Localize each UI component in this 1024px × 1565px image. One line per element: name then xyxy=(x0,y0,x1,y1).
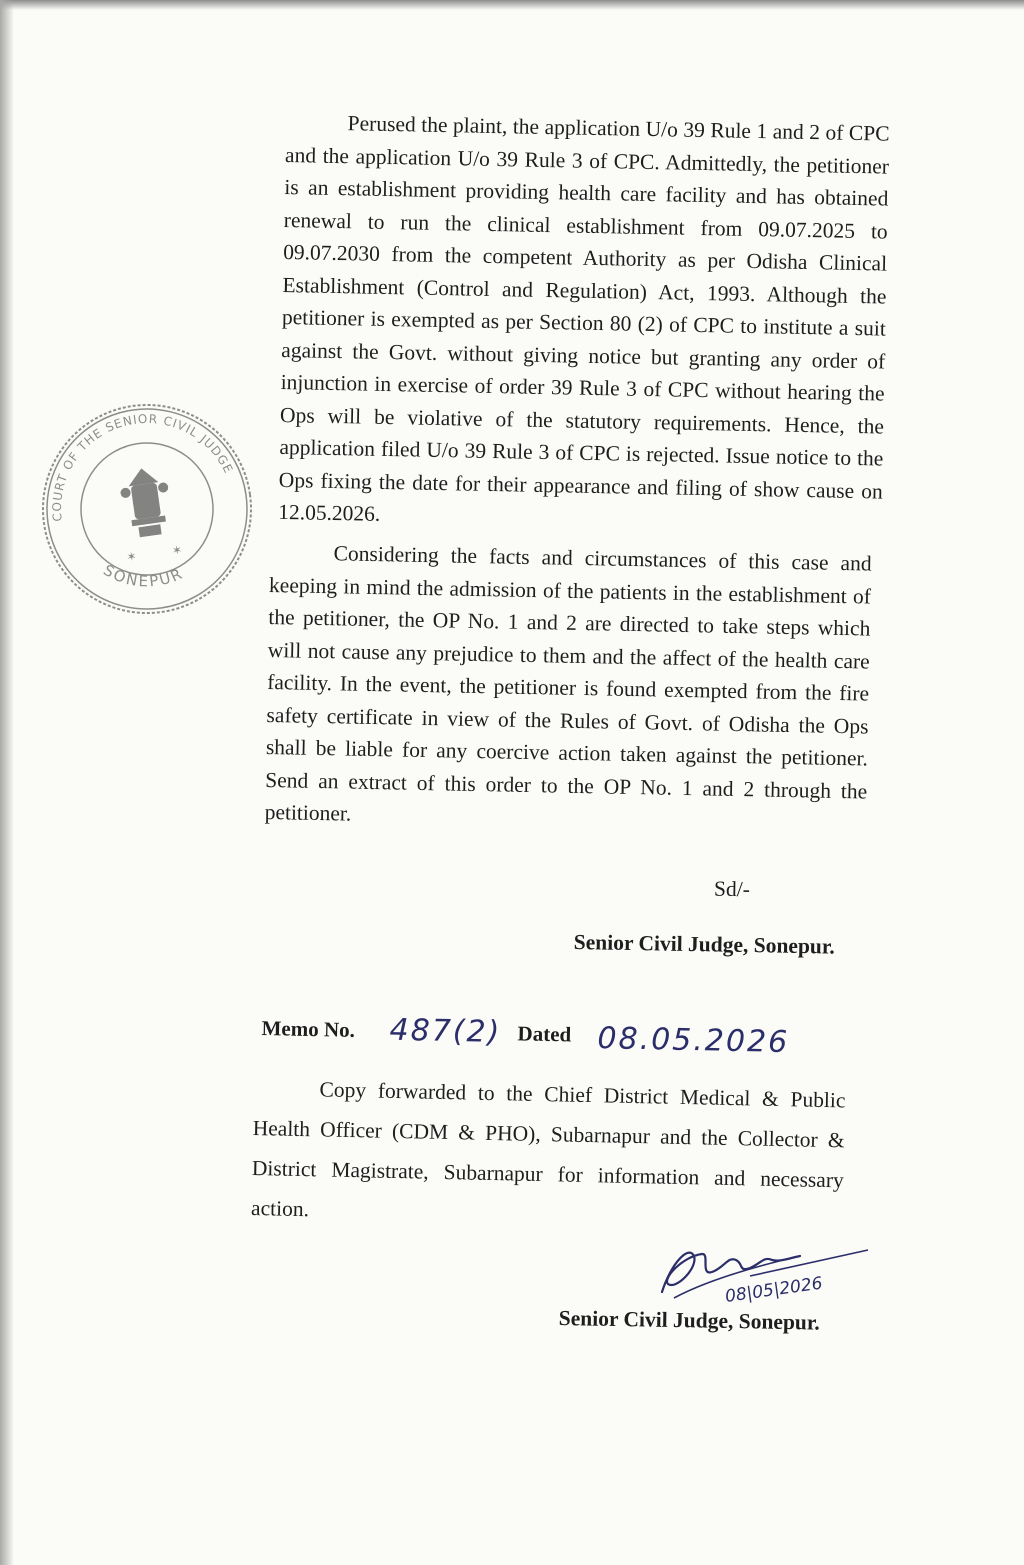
order-paragraph-2: Considering the facts and circumstances of this case and keeping in mind the admission of the patients in the establishment of the petitioner, the OP No. 1 and 2 are directed to take steps which will not cause any prejudice to them and the affect of the health care facility. In the event, the petitioner is found exempted from the fire safety certificate in view of the Rules of Govt. of Odisha the Ops shall be liable for any coercive action taken against the petitioner. Send an extract of this order to the OP No. 1 and 2 through the petitioner. xyxy=(264,541,872,826)
svg-text:✶: ✶ xyxy=(171,542,184,558)
emblem-icon xyxy=(118,465,175,539)
judge-designation-order: Senior Civil Judge, Sonepur. xyxy=(573,930,836,959)
memo-date-handwritten: 08.05.2026 xyxy=(597,1021,790,1061)
page-left-edge xyxy=(0,0,14,1565)
page-top-shadow xyxy=(0,0,1024,10)
judge-designation-memo: Senior Civil Judge, Sonepur. xyxy=(558,1306,821,1335)
memo-number-handwritten: 487(2) xyxy=(389,1012,502,1051)
svg-text:✶: ✶ xyxy=(125,548,138,565)
memo-label: Memo No. xyxy=(261,1015,356,1042)
signed-mark: Sd/- xyxy=(713,876,751,902)
stamp-bottom-text: SONEPUR xyxy=(100,560,187,591)
stamp-ring-text: COURT OF THE SENIOR CIVIL JUDGE xyxy=(49,411,236,523)
dated-label: Dated xyxy=(517,1021,572,1047)
copy-forwarded-paragraph: Copy forwarded to the Chief District Medical & Public Health Officer (CDM & PHO), Subarnapur and the Collector & District Magistrate, Subarnapur for information and necessary action. xyxy=(250,1077,846,1222)
signature-date-handwritten: 08|05|2026 xyxy=(723,1273,824,1307)
memo-line xyxy=(261,1010,822,1078)
order-paragraph-1: Perused the plaint, the application U/o 39 Rule 1 and 2 of CPC and the application U/o 39 Rule 3 of CPC. Admittedly, the petitioner is an establishment providing health care facility and has obtained renewal to run the clinical establishment from 09.07.2025 to 09.07.2030 from the competent Authority as per Odisha Clinical Establishment (Control and Regulation) Act, 1993. Although the petitioner is exempted as per Section 80 (2) of CPC to institute a suit against the Govt. without giving notice but granting any order of injunction in exercise of order 39 Rule 3 of CPC without hearing the Ops will be violative of the statutory requirements. Hence, the application filed U/o 39 Rule 3 of CPC is rejected. Issue notice to the Ops fixing the date for their appearance and filing of show cause on 12.05.2026. xyxy=(277,111,890,526)
court-seal-stamp xyxy=(26,384,269,634)
